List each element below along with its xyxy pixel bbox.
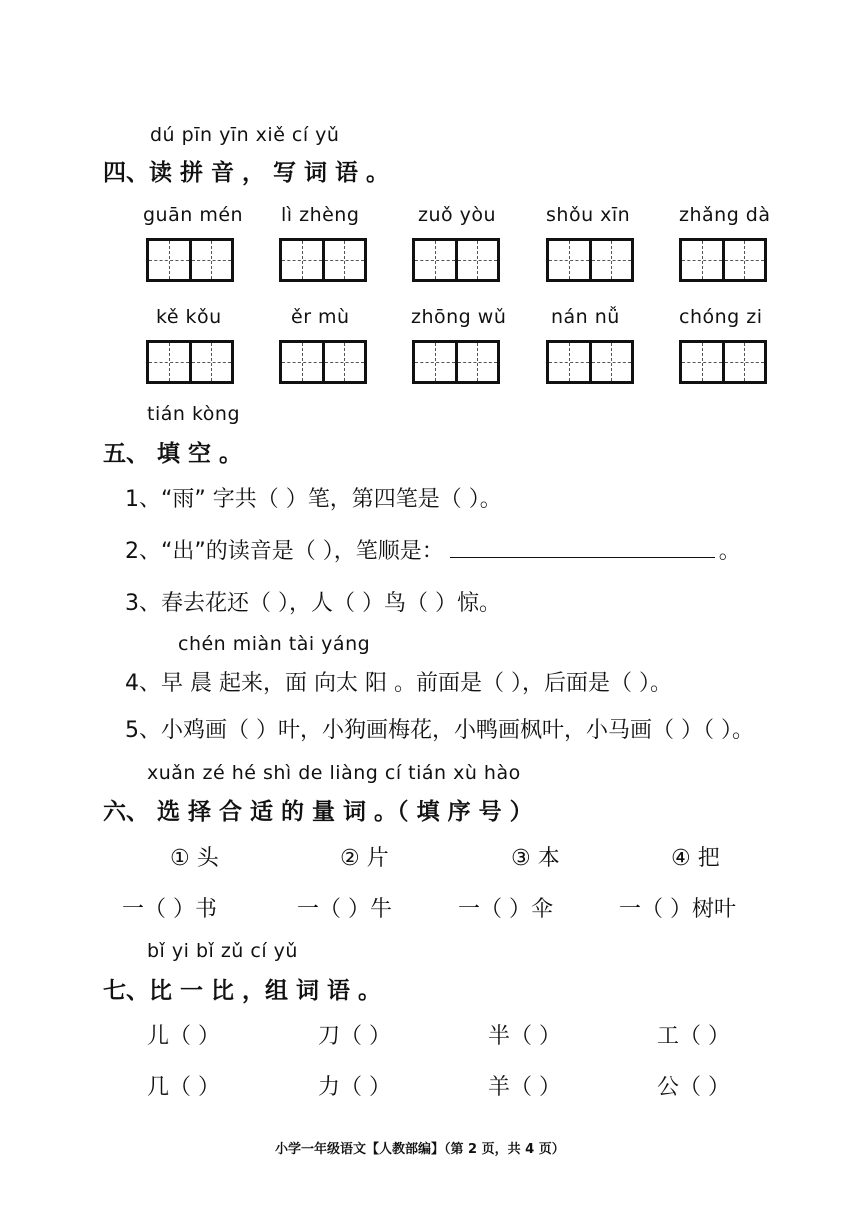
- writing-grid-1-5[interactable]: [679, 238, 767, 282]
- option-3: ③ 本: [511, 846, 560, 871]
- writing-grid-2-4[interactable]: [546, 340, 634, 384]
- option-4: ④ 把: [671, 846, 720, 871]
- measure-fill-1: 一（ ）书: [122, 897, 217, 922]
- question-4-pinyin: chén miàn tài yáng: [178, 633, 371, 655]
- pinyin-1-2: lì zhèng: [281, 204, 360, 226]
- compare-2-2: 力（ ）: [318, 1075, 391, 1100]
- section4-heading: 四、读 拼 音 ， 写 词 语 。: [103, 160, 390, 186]
- writing-grid-1-4[interactable]: [546, 238, 634, 282]
- pinyin-1-3: zuǒ yòu: [418, 204, 497, 226]
- compare-1-1: 儿（ ）: [147, 1024, 220, 1049]
- page-footer: 小学一年级语文【人教部编】（第 2 页，共 4 页）: [275, 1142, 565, 1157]
- section4-pinyin: dú pīn yīn xiě cí yǔ: [150, 124, 340, 146]
- section5-heading: 五、 填 空 。: [103, 441, 243, 467]
- question-2-end: 。: [718, 539, 741, 564]
- question-1: 1、“雨” 字共（ ）笔，第四笔是（ ）。: [125, 487, 502, 512]
- measure-fill-3: 一（ ）伞: [458, 897, 553, 922]
- compare-2-1: 几（ ）: [147, 1075, 220, 1100]
- option-2: ② 片: [340, 846, 389, 871]
- question-2: [125, 534, 741, 565]
- pinyin-2-3: zhōng wǔ: [411, 306, 507, 328]
- section6-pinyin: xuǎn zé hé shì de liàng cí tián xù hào: [147, 762, 521, 784]
- pinyin-2-2: ěr mù: [291, 306, 350, 328]
- writing-grid-2-3[interactable]: [412, 340, 500, 384]
- answer-blank[interactable]: [450, 537, 715, 558]
- writing-grid-2-2[interactable]: [279, 340, 367, 384]
- question-3: 3、春去花还（ ），人（ ）鸟（ ）惊。: [125, 591, 501, 616]
- compare-2-4: 公（ ）: [657, 1075, 730, 1100]
- compare-1-4: 工（ ）: [657, 1024, 730, 1049]
- compare-1-3: 半（ ）: [488, 1024, 561, 1049]
- compare-2-3: 羊（ ）: [488, 1075, 561, 1100]
- section7-heading: 七、比 一 比 ，组 词 语 。: [103, 978, 382, 1004]
- question-4: 4、早 晨 起来，面 向太 阳 。前面是（ ），后面是（ ）。: [125, 671, 672, 696]
- measure-fill-2: 一（ ）牛: [297, 897, 392, 922]
- section7-pinyin: bǐ yi bǐ zǔ cí yǔ: [147, 940, 298, 962]
- writing-grid-2-5[interactable]: [679, 340, 767, 384]
- writing-grid-2-1[interactable]: [146, 340, 234, 384]
- measure-fill-4: 一（ ）树叶: [619, 897, 736, 922]
- writing-grid-1-3[interactable]: [412, 238, 500, 282]
- pinyin-2-4: nán nǚ: [551, 306, 620, 328]
- section6-heading: 六、 选 择 合 适 的 量 词 。（ 填 序 号 ）: [103, 799, 533, 825]
- question-5: 5、小鸡画（ ）叶，小狗画梅花，小鸭画枫叶，小马画（ ）（ ）。: [125, 718, 754, 743]
- option-1: ① 头: [170, 846, 219, 871]
- writing-grid-1-1[interactable]: [146, 238, 234, 282]
- section5-pinyin: tián kòng: [147, 403, 241, 425]
- pinyin-2-5: chóng zi: [679, 306, 763, 328]
- pinyin-1-1: guān mén: [143, 204, 244, 226]
- writing-grid-1-2[interactable]: [279, 238, 367, 282]
- pinyin-2-1: kě kǒu: [156, 306, 222, 328]
- question-2-text: 2、“出”的读音是（ ），笔顺是：: [125, 539, 444, 564]
- pinyin-1-5: zhǎng dà: [679, 204, 771, 226]
- pinyin-1-4: shǒu xīn: [546, 204, 631, 226]
- compare-1-2: 刀（ ）: [318, 1024, 391, 1049]
